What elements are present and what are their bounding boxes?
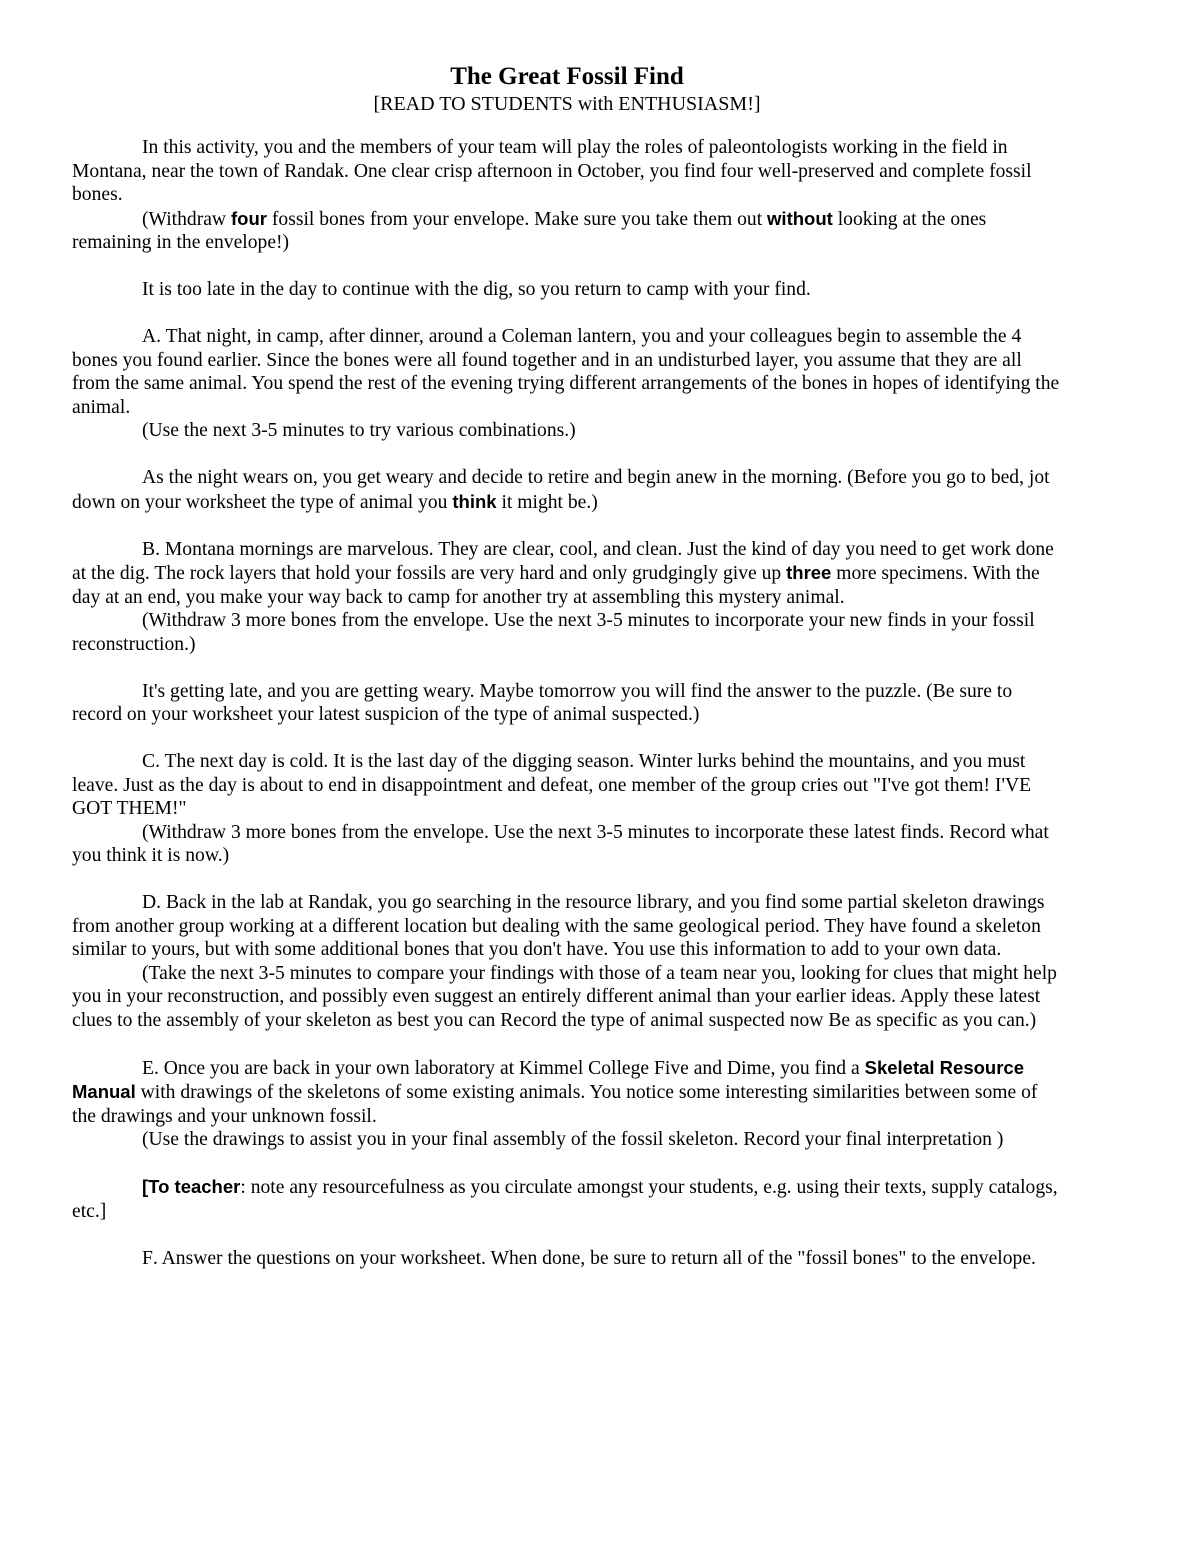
teacher-note: [To teacher: note any resourcefulness as you circulate amongst your students, e.g. using their texts, supply catalogs, etc.]: [72, 1176, 1058, 1222]
page-subtitle: [READ TO STUDENTS with ENTHUSIASM!]: [373, 93, 761, 115]
section-a-label: A: [142, 326, 157, 347]
teacher-label: [To teacher: [142, 1176, 241, 1197]
section-b-paragraph: B. Montana mornings are marvelous. They are clear, cool, and clean. Just the kind of day you need to get work done at the dig. The rock layers that hold your fossils are very hard and only grudgingly give up three more specimens. With the day at an end, you make your way back to camp for another try at assembling this mystery animal.: [72, 538, 1054, 608]
emphasis-without: without: [767, 207, 833, 229]
section-d-paragraph: D. Back in the lab at Randak, you go searching in the resource library, and you find some partial skeleton drawings from another group working at a different location but dealing with the same geological period. They have found a skeleton similar to yours, but with some additional bones that you don't have. You use this information to add to your own data.: [72, 892, 1045, 960]
section-e-instruction: (Use the drawings to assist you in your final assembly of the fossil skeleton. Record your final interpretation ): [142, 1129, 1004, 1150]
intro-instruction: (Withdraw four fossil bones from your envelope. Make sure you take them out without looking at the ones remaining in the envelope!): [72, 207, 987, 253]
emphasis-manual: Skeletal Resource Manual: [72, 1056, 1025, 1102]
page-title: The Great Fossil Find: [450, 63, 684, 90]
intro-paragraph: In this activity, you and the members of your team will play the roles of paleontologists working in the field in Montana, near the town of Randak. One clear crisp afternoon in October, you find four well-preserved and complete fossil bones.: [72, 137, 1032, 205]
section-f-label: F: [142, 1247, 153, 1269]
section-a-followup: As the night wears on, you get weary and decide to retire and begin anew in the morning. (Before you go to bed, jot down on your worksheet the type of animal you think it might be.): [72, 467, 1050, 513]
section-b-followup: It's getting late, and you are getting weary. Maybe tomorrow you will find the answer to the puzzle. (Be sure to record on your worksheet your latest suspicion of the type of animal suspected.): [72, 680, 1013, 725]
section-e-label: E: [142, 1057, 154, 1079]
section-c-label: C: [142, 751, 156, 772]
emphasis-three: three: [786, 562, 832, 583]
intro-return-paragraph: It is too late in the day to continue with the dig, so you return to camp with your find.: [142, 279, 811, 300]
section-a-paragraph: A. That night, in camp, after dinner, around a Coleman lantern, you and your colleagues begin to assemble the 4 bones you found earlier. Since the bones were all found together and in an undisturbed layer, you assume that they are all from the same animal. You spend the rest of the evening trying different arrangements of the bones in hopes of identifying the animal.: [72, 326, 1060, 418]
section-b-label: B: [142, 538, 156, 560]
section-c-instruction: (Withdraw 3 more bones from the envelope. Use the next 3-5 minutes to incorporate these latest finds. Record what you think it is now.): [72, 821, 1049, 866]
emphasis-think: think: [452, 490, 497, 512]
section-f-paragraph: F. Answer the questions on your worksheet. When done, be sure to return all of the "fossil bones" to the envelope.: [142, 1247, 1036, 1269]
emphasis-four: four: [231, 207, 267, 229]
section-c-paragraph: C. The next day is cold. It is the last day of the digging season. Winter lurks behind the mountains, and you must leave. Just as the day is about to end in disappointment and defeat, one member of the group cries out "I've got them! I'VE GOT THEM!": [72, 751, 1032, 819]
document-page: [72, 62, 1062, 1270]
section-d-instruction: (Take the next 3-5 minutes to compare your findings with those of a team near you, looking for clues that might help you in your reconstruction, and possibly even suggest an entirely different animal than your earlier ideas. Apply these latest clues to the assembly of your skeleton as best you can Record the type of animal suspected now Be as specific as you can.): [72, 962, 1057, 1031]
section-d-label: D: [142, 892, 157, 913]
section-e-paragraph: E. Once you are back in your own laboratory at Kimmel College Five and Dime, you find a Skeletal Resource Manual with drawings of the skeletons of some existing animals. You notice some interesting similarities between some of the drawings and your unknown fossil.: [72, 1056, 1038, 1127]
section-a-instruction: (Use the next 3-5 minutes to try various combinations.): [142, 420, 576, 441]
section-b-instruction: (Withdraw 3 more bones from the envelope. Use the next 3-5 minutes to incorporate your new finds in your fossil reconstruction.): [72, 610, 1035, 655]
